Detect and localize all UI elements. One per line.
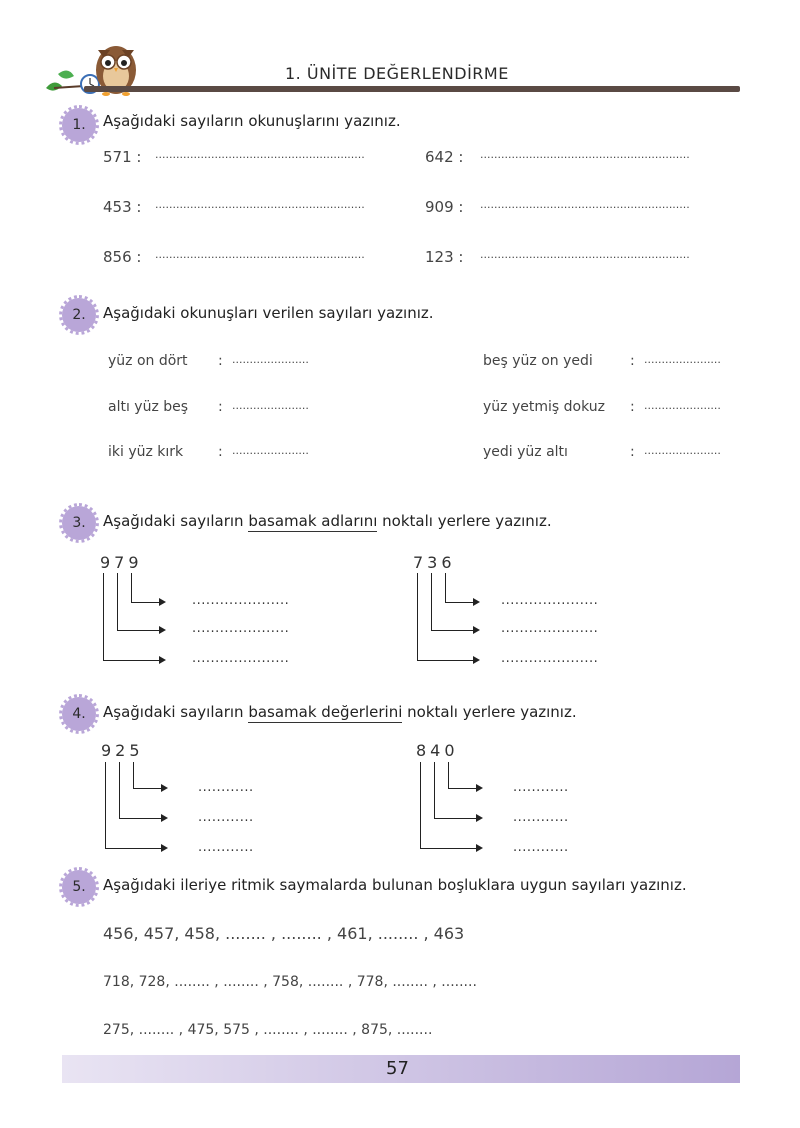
tree-line	[448, 762, 449, 788]
q4-answer-dots[interactable]: ............	[198, 780, 254, 795]
arrow-icon	[476, 784, 483, 792]
page-number: 57	[386, 1058, 409, 1079]
q2-answer-dots[interactable]: ......................	[232, 399, 309, 412]
arrow-icon	[159, 656, 166, 664]
q3-answer-dots[interactable]: .....................	[192, 593, 290, 608]
q1-item-label: 642 :	[425, 148, 464, 166]
arrow-icon	[476, 814, 483, 822]
q2-separator: :	[218, 353, 223, 369]
q3-answer-dots[interactable]: .....................	[192, 621, 290, 636]
q1-item-label: 909 :	[425, 198, 464, 216]
question-badge-1	[62, 108, 96, 142]
question-prompt-5: Aşağıdaki ileriye ritmik saymalarda bulunan boşluklara uygun sayıları yazınız.	[103, 876, 687, 894]
q4-number-left: 925	[101, 741, 144, 760]
question-number: 5.	[72, 879, 86, 895]
q2-answer-dots[interactable]: ......................	[644, 353, 721, 366]
arrow-icon	[161, 814, 168, 822]
question-prompt-2: Aşağıdaki okunuşları verilen sayıları yazınız.	[103, 304, 434, 322]
q5-sequence-row[interactable]: 456, 457, 458, ........ , ........ , 461, ........ , 463	[103, 924, 465, 943]
q1-item-label: 571 :	[103, 148, 142, 166]
q3-answer-dots[interactable]: .....................	[501, 621, 599, 636]
tree-line	[119, 762, 120, 818]
question-badge-4	[62, 697, 96, 731]
question-prompt-3	[103, 512, 552, 530]
q3-number-right: 736	[413, 553, 456, 572]
tree-line	[420, 848, 476, 849]
page-title: 1. ÜNİTE DEĞERLENDİRME	[285, 64, 509, 83]
q5-sequence-row[interactable]: 718, 728, ........ , ........ , 758, ........ , 778, ........ , ........	[103, 974, 477, 990]
q1-answer-dots[interactable]: ............................................................	[155, 198, 365, 211]
q1-answer-dots[interactable]: ............................................................	[480, 248, 690, 261]
q1-answer-dots[interactable]: ............................................................	[155, 248, 365, 261]
q2-item-label: yedi yüz altı	[483, 444, 568, 460]
q2-item-label: iki yüz kırk	[108, 444, 184, 460]
q4-number-right: 840	[416, 741, 459, 760]
q4-answer-dots[interactable]: ............	[513, 780, 569, 795]
arrow-icon	[161, 784, 168, 792]
q3-answer-dots[interactable]: .....................	[501, 651, 599, 666]
tree-line	[417, 660, 473, 661]
q2-separator: :	[630, 399, 635, 415]
q1-answer-dots[interactable]: ............................................................	[480, 198, 690, 211]
tree-line	[117, 573, 118, 630]
prompt-underlined-text: basamak değerlerini	[248, 703, 403, 721]
q1-answer-dots[interactable]: ............................................................	[155, 148, 365, 161]
q2-item-label: altı yüz beş	[108, 399, 189, 415]
q4-answer-dots[interactable]: ............	[198, 840, 254, 855]
q2-item-label: beş yüz on yedi	[483, 353, 593, 369]
header-divider	[84, 86, 740, 92]
prompt-text: noktalı yerlere yazınız.	[377, 512, 552, 530]
prompt-text: Aşağıdaki sayıların	[103, 703, 249, 721]
arrow-icon	[159, 598, 166, 606]
arrow-icon	[161, 844, 168, 852]
tree-line	[103, 573, 104, 660]
q1-item-label: 453 :	[103, 198, 142, 216]
tree-line	[117, 630, 159, 631]
question-badge-5	[62, 870, 96, 904]
q3-answer-dots[interactable]: .....................	[501, 593, 599, 608]
q1-item-label: 123 :	[425, 248, 464, 266]
q3-number-left: 979	[100, 553, 143, 572]
prompt-text: Aşağıdaki sayıların	[103, 512, 249, 530]
q4-answer-dots[interactable]: ............	[513, 840, 569, 855]
question-prompt-4	[103, 703, 577, 721]
arrow-icon	[159, 626, 166, 634]
q1-item-label: 856 :	[103, 248, 142, 266]
tree-line	[131, 573, 132, 602]
prompt-text: noktalı yerlere yazınız.	[402, 703, 577, 721]
tree-line	[417, 573, 418, 660]
question-prompt-1: Aşağıdaki sayıların okunuşlarını yazınız.	[103, 112, 401, 130]
tree-line	[131, 602, 159, 603]
question-number: 2.	[72, 307, 86, 323]
tree-line	[105, 848, 161, 849]
q4-answer-dots[interactable]: ............	[513, 810, 569, 825]
tree-line	[119, 818, 161, 819]
q2-item-label: yüz yetmiş dokuz	[483, 399, 605, 415]
question-badge-2	[62, 298, 96, 332]
q2-separator: :	[218, 399, 223, 415]
tree-line	[445, 602, 473, 603]
q2-answer-dots[interactable]: ......................	[644, 444, 721, 457]
tree-line	[448, 788, 476, 789]
q1-answer-dots[interactable]: ............................................................	[480, 148, 690, 161]
q2-item-label: yüz on dört	[108, 353, 188, 369]
question-number: 1.	[72, 117, 86, 133]
question-number: 3.	[72, 515, 86, 531]
q2-separator: :	[630, 444, 635, 460]
tree-line	[434, 762, 435, 818]
q3-answer-dots[interactable]: .....................	[192, 651, 290, 666]
arrow-icon	[473, 626, 480, 634]
tree-line	[133, 788, 161, 789]
tree-line	[434, 818, 476, 819]
arrow-icon	[473, 598, 480, 606]
tree-line	[105, 762, 106, 848]
q2-separator: :	[218, 444, 223, 460]
question-number: 4.	[72, 706, 86, 722]
q2-separator: :	[630, 353, 635, 369]
tree-line	[103, 660, 159, 661]
prompt-underlined-text: basamak adlarını	[248, 512, 378, 530]
tree-line	[431, 630, 473, 631]
q4-answer-dots[interactable]: ............	[198, 810, 254, 825]
tree-line	[133, 762, 134, 788]
tree-line	[420, 762, 421, 848]
q2-answer-dots[interactable]: ......................	[644, 399, 721, 412]
q2-answer-dots[interactable]: ......................	[232, 444, 309, 457]
tree-line	[445, 573, 446, 602]
q2-answer-dots[interactable]: ......................	[232, 353, 309, 366]
arrow-icon	[476, 844, 483, 852]
question-badge-3	[62, 506, 96, 540]
q5-sequence-row[interactable]: 275, ........ , 475, 575 , ........ , ........ , 875, ........	[103, 1022, 433, 1038]
tree-line	[431, 573, 432, 630]
arrow-icon	[473, 656, 480, 664]
